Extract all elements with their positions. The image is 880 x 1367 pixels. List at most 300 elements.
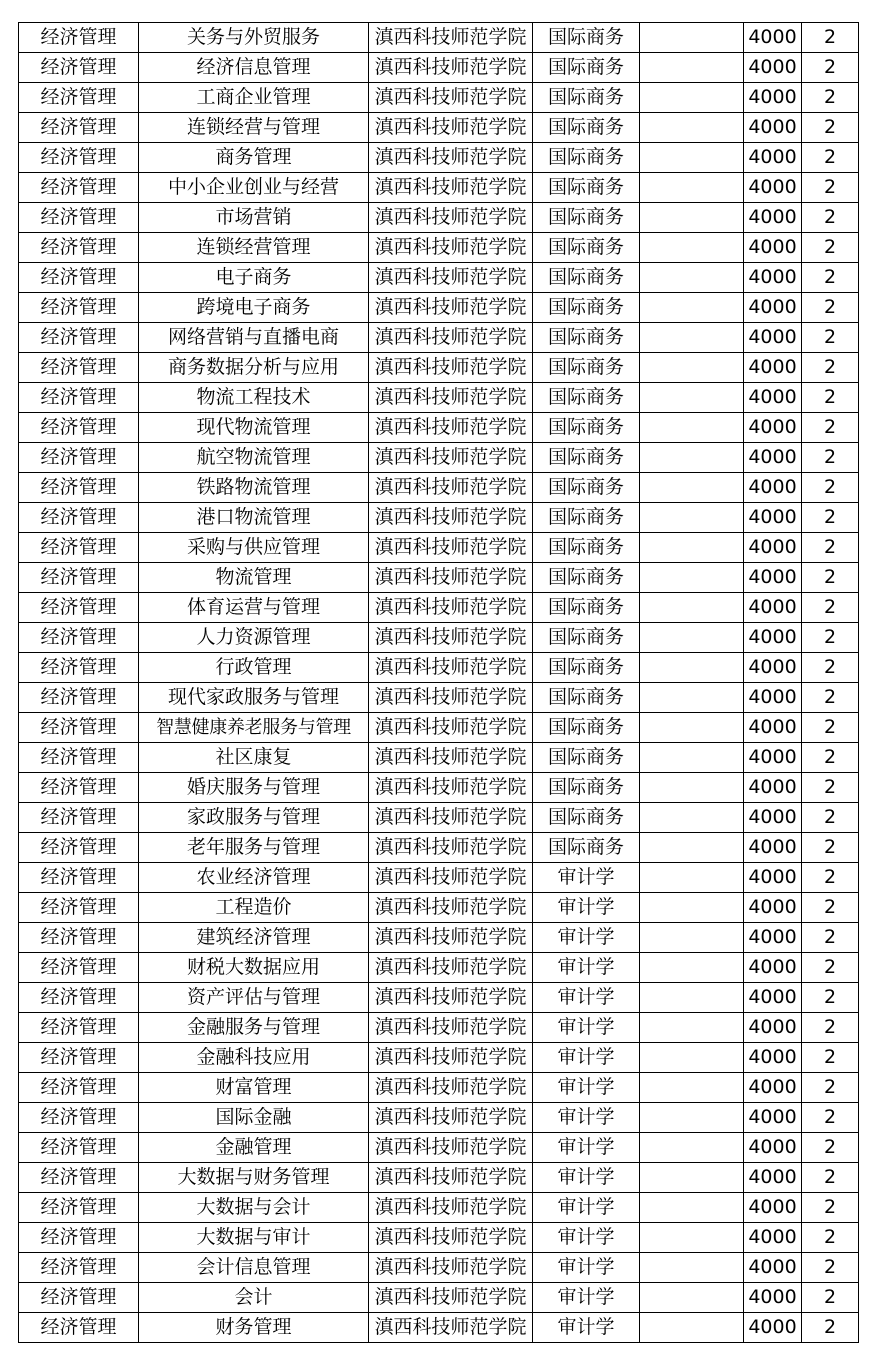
category-cell: 经济管理	[19, 983, 139, 1013]
category-cell: 经济管理	[19, 1193, 139, 1223]
major-cell: 财务管理	[139, 1313, 369, 1343]
major-cell: 连锁经营管理	[139, 233, 369, 263]
school-cell: 滇西科技师范学院	[369, 833, 533, 863]
years-cell: 2	[802, 923, 859, 953]
school-cell: 滇西科技师范学院	[369, 1313, 533, 1343]
major-cell: 港口物流管理	[139, 503, 369, 533]
fee-cell: 4000	[744, 953, 802, 983]
years-cell: 2	[802, 563, 859, 593]
major-cell: 智慧健康养老服务与管理	[139, 713, 369, 743]
years-cell: 2	[802, 983, 859, 1013]
empty-cell	[640, 113, 744, 143]
fee-cell: 4000	[744, 113, 802, 143]
years-cell: 2	[802, 353, 859, 383]
table-row	[19, 143, 859, 173]
school-cell: 滇西科技师范学院	[369, 1013, 533, 1043]
years-cell: 2	[802, 683, 859, 713]
table-row	[19, 233, 859, 263]
table-row	[19, 563, 859, 593]
empty-cell	[640, 23, 744, 53]
target-major-cell: 审计学	[533, 983, 640, 1013]
fee-cell: 4000	[744, 983, 802, 1013]
fee-cell: 4000	[744, 683, 802, 713]
target-major-cell: 国际商务	[533, 83, 640, 113]
major-cell: 家政服务与管理	[139, 803, 369, 833]
empty-cell	[640, 173, 744, 203]
table-row	[19, 173, 859, 203]
school-cell: 滇西科技师范学院	[369, 1043, 533, 1073]
major-cell: 体育运营与管理	[139, 593, 369, 623]
school-cell: 滇西科技师范学院	[369, 923, 533, 953]
admissions-table	[18, 22, 859, 1343]
target-major-cell: 国际商务	[533, 143, 640, 173]
target-major-cell: 国际商务	[533, 263, 640, 293]
target-major-cell: 国际商务	[533, 503, 640, 533]
table-row	[19, 1253, 859, 1283]
years-cell: 2	[802, 533, 859, 563]
fee-cell: 4000	[744, 623, 802, 653]
empty-cell	[640, 983, 744, 1013]
table-row	[19, 833, 859, 863]
fee-cell: 4000	[744, 383, 802, 413]
target-major-cell: 审计学	[533, 1313, 640, 1343]
category-cell: 经济管理	[19, 1013, 139, 1043]
years-cell: 2	[802, 1073, 859, 1103]
category-cell: 经济管理	[19, 1103, 139, 1133]
category-cell: 经济管理	[19, 563, 139, 593]
major-cell: 建筑经济管理	[139, 923, 369, 953]
years-cell: 2	[802, 323, 859, 353]
school-cell: 滇西科技师范学院	[369, 53, 533, 83]
years-cell: 2	[802, 53, 859, 83]
table-row	[19, 53, 859, 83]
school-cell: 滇西科技师范学院	[369, 533, 533, 563]
years-cell: 2	[802, 1223, 859, 1253]
empty-cell	[640, 233, 744, 263]
fee-cell: 4000	[744, 413, 802, 443]
school-cell: 滇西科技师范学院	[369, 623, 533, 653]
target-major-cell: 国际商务	[533, 203, 640, 233]
fee-cell: 4000	[744, 203, 802, 233]
major-cell: 市场营销	[139, 203, 369, 233]
empty-cell	[640, 533, 744, 563]
table-row	[19, 773, 859, 803]
years-cell: 2	[802, 173, 859, 203]
school-cell: 滇西科技师范学院	[369, 173, 533, 203]
target-major-cell: 审计学	[533, 1013, 640, 1043]
fee-cell: 4000	[744, 1133, 802, 1163]
empty-cell	[640, 1073, 744, 1103]
category-cell: 经济管理	[19, 83, 139, 113]
empty-cell	[640, 473, 744, 503]
fee-cell: 4000	[744, 833, 802, 863]
major-cell: 会计	[139, 1283, 369, 1313]
target-major-cell: 审计学	[533, 1103, 640, 1133]
school-cell: 滇西科技师范学院	[369, 593, 533, 623]
years-cell: 2	[802, 1283, 859, 1313]
major-cell: 婚庆服务与管理	[139, 773, 369, 803]
fee-cell: 4000	[744, 473, 802, 503]
table-row	[19, 503, 859, 533]
empty-cell	[640, 1103, 744, 1133]
category-cell: 经济管理	[19, 1283, 139, 1313]
target-major-cell: 国际商务	[533, 473, 640, 503]
major-cell: 网络营销与直播电商	[139, 323, 369, 353]
empty-cell	[640, 443, 744, 473]
major-cell: 人力资源管理	[139, 623, 369, 653]
category-cell: 经济管理	[19, 1253, 139, 1283]
major-cell: 商务数据分析与应用	[139, 353, 369, 383]
school-cell: 滇西科技师范学院	[369, 323, 533, 353]
target-major-cell: 国际商务	[533, 773, 640, 803]
years-cell: 2	[802, 1043, 859, 1073]
table-row	[19, 713, 859, 743]
target-major-cell: 国际商务	[533, 653, 640, 683]
fee-cell: 4000	[744, 1043, 802, 1073]
empty-cell	[640, 833, 744, 863]
category-cell: 经济管理	[19, 443, 139, 473]
table-row	[19, 443, 859, 473]
fee-cell: 4000	[744, 1283, 802, 1313]
target-major-cell: 国际商务	[533, 743, 640, 773]
major-cell: 老年服务与管理	[139, 833, 369, 863]
category-cell: 经济管理	[19, 53, 139, 83]
table-row	[19, 1163, 859, 1193]
major-cell: 资产评估与管理	[139, 983, 369, 1013]
major-cell: 国际金融	[139, 1103, 369, 1133]
school-cell: 滇西科技师范学院	[369, 893, 533, 923]
school-cell: 滇西科技师范学院	[369, 713, 533, 743]
empty-cell	[640, 1013, 744, 1043]
category-cell: 经济管理	[19, 1313, 139, 1343]
category-cell: 经济管理	[19, 893, 139, 923]
empty-cell	[640, 713, 744, 743]
target-major-cell: 国际商务	[533, 383, 640, 413]
fee-cell: 4000	[744, 653, 802, 683]
table-row	[19, 653, 859, 683]
empty-cell	[640, 1313, 744, 1343]
category-cell: 经济管理	[19, 653, 139, 683]
category-cell: 经济管理	[19, 1133, 139, 1163]
fee-cell: 4000	[744, 353, 802, 383]
years-cell: 2	[802, 1013, 859, 1043]
table-row	[19, 383, 859, 413]
empty-cell	[640, 683, 744, 713]
table-row	[19, 1013, 859, 1043]
school-cell: 滇西科技师范学院	[369, 1163, 533, 1193]
category-cell: 经济管理	[19, 923, 139, 953]
school-cell: 滇西科技师范学院	[369, 143, 533, 173]
category-cell: 经济管理	[19, 1043, 139, 1073]
empty-cell	[640, 1133, 744, 1163]
table-row	[19, 203, 859, 233]
category-cell: 经济管理	[19, 803, 139, 833]
empty-cell	[640, 593, 744, 623]
fee-cell: 4000	[744, 1013, 802, 1043]
empty-cell	[640, 563, 744, 593]
target-major-cell: 审计学	[533, 923, 640, 953]
category-cell: 经济管理	[19, 293, 139, 323]
category-cell: 经济管理	[19, 1073, 139, 1103]
empty-cell	[640, 203, 744, 233]
years-cell: 2	[802, 803, 859, 833]
empty-cell	[640, 1043, 744, 1073]
major-cell: 财税大数据应用	[139, 953, 369, 983]
school-cell: 滇西科技师范学院	[369, 233, 533, 263]
years-cell: 2	[802, 893, 859, 923]
table-row	[19, 863, 859, 893]
empty-cell	[640, 743, 744, 773]
table-row	[19, 683, 859, 713]
category-cell: 经济管理	[19, 503, 139, 533]
target-major-cell: 审计学	[533, 863, 640, 893]
category-cell: 经济管理	[19, 143, 139, 173]
fee-cell: 4000	[744, 563, 802, 593]
major-cell: 采购与供应管理	[139, 533, 369, 563]
major-cell: 行政管理	[139, 653, 369, 683]
school-cell: 滇西科技师范学院	[369, 503, 533, 533]
target-major-cell: 审计学	[533, 1193, 640, 1223]
major-cell: 物流管理	[139, 563, 369, 593]
empty-cell	[640, 293, 744, 323]
school-cell: 滇西科技师范学院	[369, 23, 533, 53]
school-cell: 滇西科技师范学院	[369, 1073, 533, 1103]
target-major-cell: 国际商务	[533, 803, 640, 833]
years-cell: 2	[802, 383, 859, 413]
years-cell: 2	[802, 473, 859, 503]
school-cell: 滇西科技师范学院	[369, 113, 533, 143]
empty-cell	[640, 143, 744, 173]
fee-cell: 4000	[744, 23, 802, 53]
fee-cell: 4000	[744, 83, 802, 113]
fee-cell: 4000	[744, 593, 802, 623]
years-cell: 2	[802, 1193, 859, 1223]
fee-cell: 4000	[744, 803, 802, 833]
fee-cell: 4000	[744, 323, 802, 353]
target-major-cell: 审计学	[533, 1283, 640, 1313]
major-cell: 大数据与会计	[139, 1193, 369, 1223]
target-major-cell: 国际商务	[533, 533, 640, 563]
target-major-cell: 国际商务	[533, 443, 640, 473]
years-cell: 2	[802, 623, 859, 653]
category-cell: 经济管理	[19, 113, 139, 143]
target-major-cell: 国际商务	[533, 233, 640, 263]
major-cell: 航空物流管理	[139, 443, 369, 473]
school-cell: 滇西科技师范学院	[369, 443, 533, 473]
table-row	[19, 1283, 859, 1313]
category-cell: 经济管理	[19, 353, 139, 383]
major-cell: 大数据与财务管理	[139, 1163, 369, 1193]
empty-cell	[640, 1283, 744, 1313]
target-major-cell: 国际商务	[533, 53, 640, 83]
years-cell: 2	[802, 293, 859, 323]
table-row	[19, 353, 859, 383]
target-major-cell: 国际商务	[533, 563, 640, 593]
major-cell: 社区康复	[139, 743, 369, 773]
empty-cell	[640, 383, 744, 413]
school-cell: 滇西科技师范学院	[369, 473, 533, 503]
table-row	[19, 23, 859, 53]
years-cell: 2	[802, 1133, 859, 1163]
category-cell: 经济管理	[19, 623, 139, 653]
table-row	[19, 293, 859, 323]
school-cell: 滇西科技师范学院	[369, 683, 533, 713]
school-cell: 滇西科技师范学院	[369, 983, 533, 1013]
school-cell: 滇西科技师范学院	[369, 1193, 533, 1223]
years-cell: 2	[802, 203, 859, 233]
empty-cell	[640, 653, 744, 683]
major-cell: 经济信息管理	[139, 53, 369, 83]
major-cell: 金融管理	[139, 1133, 369, 1163]
fee-cell: 4000	[744, 143, 802, 173]
category-cell: 经济管理	[19, 173, 139, 203]
fee-cell: 4000	[744, 533, 802, 563]
target-major-cell: 审计学	[533, 1133, 640, 1163]
school-cell: 滇西科技师范学院	[369, 1283, 533, 1313]
category-cell: 经济管理	[19, 1223, 139, 1253]
school-cell: 滇西科技师范学院	[369, 1253, 533, 1283]
category-cell: 经济管理	[19, 233, 139, 263]
category-cell: 经济管理	[19, 383, 139, 413]
table-row	[19, 1043, 859, 1073]
major-cell: 商务管理	[139, 143, 369, 173]
target-major-cell: 审计学	[533, 1043, 640, 1073]
school-cell: 滇西科技师范学院	[369, 803, 533, 833]
target-major-cell: 审计学	[533, 1223, 640, 1253]
fee-cell: 4000	[744, 1103, 802, 1133]
school-cell: 滇西科技师范学院	[369, 743, 533, 773]
fee-cell: 4000	[744, 443, 802, 473]
major-cell: 电子商务	[139, 263, 369, 293]
years-cell: 2	[802, 443, 859, 473]
school-cell: 滇西科技师范学院	[369, 953, 533, 983]
empty-cell	[640, 923, 744, 953]
table-row	[19, 113, 859, 143]
school-cell: 滇西科技师范学院	[369, 383, 533, 413]
target-major-cell: 国际商务	[533, 713, 640, 743]
years-cell: 2	[802, 1163, 859, 1193]
years-cell: 2	[802, 833, 859, 863]
school-cell: 滇西科技师范学院	[369, 293, 533, 323]
table-row	[19, 1223, 859, 1253]
target-major-cell: 审计学	[533, 1163, 640, 1193]
major-cell: 关务与外贸服务	[139, 23, 369, 53]
major-cell: 会计信息管理	[139, 1253, 369, 1283]
school-cell: 滇西科技师范学院	[369, 863, 533, 893]
major-cell: 铁路物流管理	[139, 473, 369, 503]
empty-cell	[640, 1223, 744, 1253]
fee-cell: 4000	[744, 1223, 802, 1253]
category-cell: 经济管理	[19, 533, 139, 563]
table-row	[19, 1193, 859, 1223]
years-cell: 2	[802, 743, 859, 773]
fee-cell: 4000	[744, 53, 802, 83]
category-cell: 经济管理	[19, 473, 139, 503]
empty-cell	[640, 413, 744, 443]
major-cell: 金融科技应用	[139, 1043, 369, 1073]
target-major-cell: 国际商务	[533, 593, 640, 623]
category-cell: 经济管理	[19, 713, 139, 743]
school-cell: 滇西科技师范学院	[369, 773, 533, 803]
category-cell: 经济管理	[19, 413, 139, 443]
table-row	[19, 1103, 859, 1133]
target-major-cell: 国际商务	[533, 23, 640, 53]
years-cell: 2	[802, 113, 859, 143]
table-row	[19, 593, 859, 623]
years-cell: 2	[802, 863, 859, 893]
school-cell: 滇西科技师范学院	[369, 653, 533, 683]
fee-cell: 4000	[744, 893, 802, 923]
empty-cell	[640, 893, 744, 923]
target-major-cell: 国际商务	[533, 173, 640, 203]
school-cell: 滇西科技师范学院	[369, 203, 533, 233]
fee-cell: 4000	[744, 1073, 802, 1103]
target-major-cell: 国际商务	[533, 353, 640, 383]
major-cell: 财富管理	[139, 1073, 369, 1103]
target-major-cell: 国际商务	[533, 113, 640, 143]
table-row	[19, 1073, 859, 1103]
school-cell: 滇西科技师范学院	[369, 353, 533, 383]
table-row	[19, 893, 859, 923]
table-row	[19, 533, 859, 563]
target-major-cell: 国际商务	[533, 623, 640, 653]
empty-cell	[640, 53, 744, 83]
years-cell: 2	[802, 653, 859, 683]
table-row	[19, 953, 859, 983]
target-major-cell: 审计学	[533, 893, 640, 923]
major-cell: 物流工程技术	[139, 383, 369, 413]
major-cell: 跨境电子商务	[139, 293, 369, 323]
fee-cell: 4000	[744, 173, 802, 203]
major-cell: 现代物流管理	[139, 413, 369, 443]
category-cell: 经济管理	[19, 593, 139, 623]
category-cell: 经济管理	[19, 743, 139, 773]
target-major-cell: 国际商务	[533, 323, 640, 353]
years-cell: 2	[802, 143, 859, 173]
empty-cell	[640, 353, 744, 383]
target-major-cell: 审计学	[533, 1253, 640, 1283]
empty-cell	[640, 263, 744, 293]
school-cell: 滇西科技师范学院	[369, 83, 533, 113]
table-row	[19, 83, 859, 113]
years-cell: 2	[802, 83, 859, 113]
fee-cell: 4000	[744, 503, 802, 533]
years-cell: 2	[802, 953, 859, 983]
category-cell: 经济管理	[19, 1163, 139, 1193]
years-cell: 2	[802, 263, 859, 293]
table-row	[19, 803, 859, 833]
major-cell: 金融服务与管理	[139, 1013, 369, 1043]
years-cell: 2	[802, 413, 859, 443]
target-major-cell: 国际商务	[533, 293, 640, 323]
school-cell: 滇西科技师范学院	[369, 1133, 533, 1163]
table-row	[19, 623, 859, 653]
major-cell: 大数据与审计	[139, 1223, 369, 1253]
category-cell: 经济管理	[19, 683, 139, 713]
major-cell: 工商企业管理	[139, 83, 369, 113]
empty-cell	[640, 623, 744, 653]
school-cell: 滇西科技师范学院	[369, 413, 533, 443]
years-cell: 2	[802, 713, 859, 743]
table-row	[19, 1313, 859, 1343]
school-cell: 滇西科技师范学院	[369, 563, 533, 593]
category-cell: 经济管理	[19, 263, 139, 293]
major-cell: 中小企业创业与经营	[139, 173, 369, 203]
years-cell: 2	[802, 1313, 859, 1343]
fee-cell: 4000	[744, 713, 802, 743]
category-cell: 经济管理	[19, 773, 139, 803]
target-major-cell: 国际商务	[533, 683, 640, 713]
